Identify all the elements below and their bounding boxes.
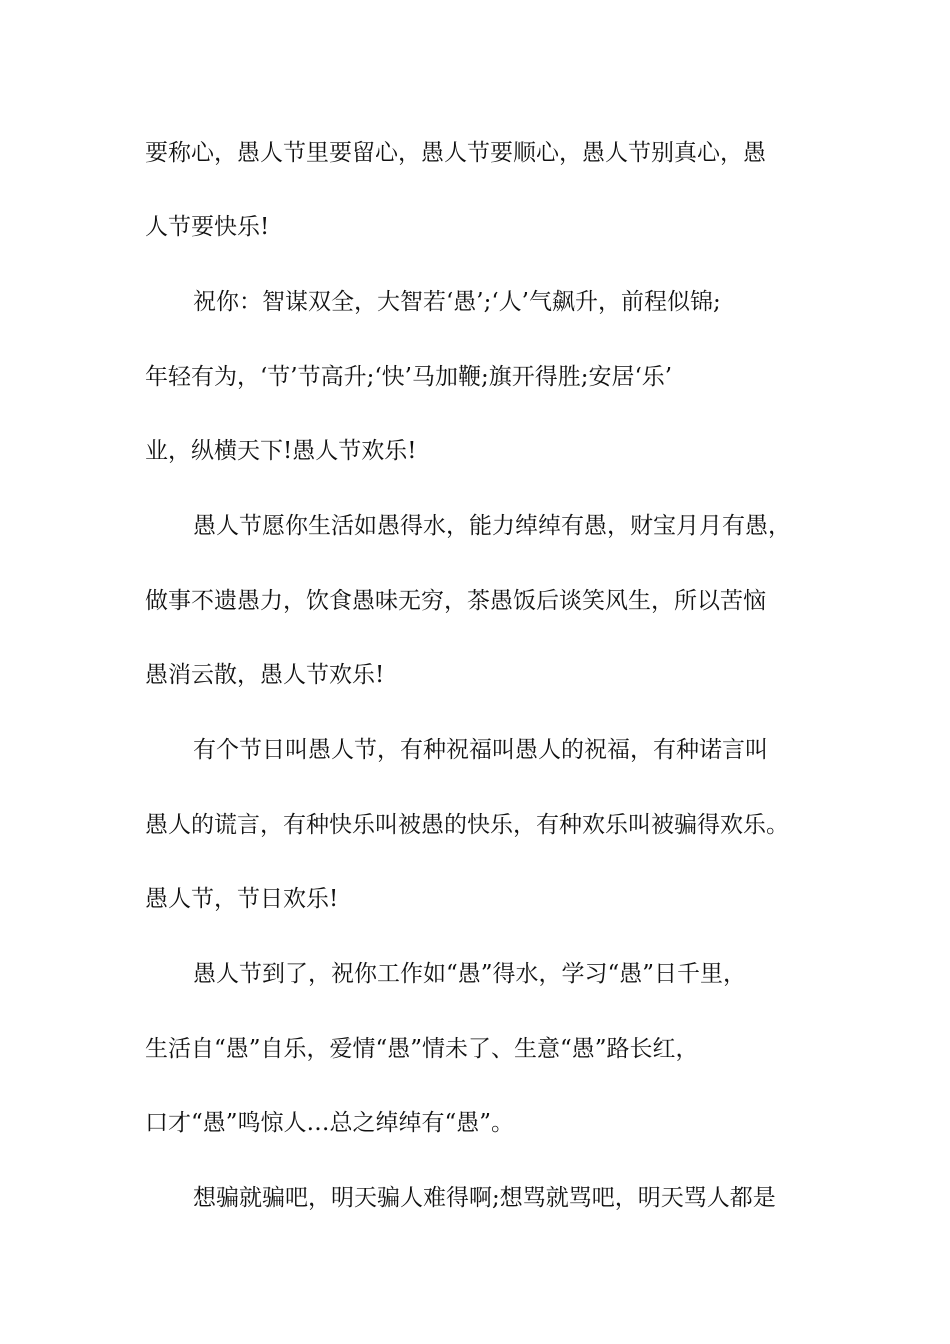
paragraph-start-line: 愚人节愿你生活如愚得水，能力绰绰有愚，财宝月月有愚， xyxy=(193,513,791,539)
text-line: 生活自“愚”自乐，爱情“愚”情未了、生意“愚”路长红， xyxy=(145,1036,699,1062)
text-line: 愚消云散，愚人节欢乐! xyxy=(145,662,385,688)
text-line: 口才“愚”鸣惊人…总之绰绰有“愚”。 xyxy=(145,1110,515,1136)
text-line: 业，纵横天下!愚人节欢乐! xyxy=(145,438,417,464)
paragraph-start-line: 有个节日叫愚人节，有种祝福叫愚人的祝福，有种诺言叫 xyxy=(193,737,768,763)
paragraph-start-line: 愚人节到了，祝你工作如“愚”得水，学习“愚”日千里， xyxy=(193,961,747,987)
text-line: 年轻有为，‘节’节高升;‘快’马加鞭;旗开得胜;安居‘乐’ xyxy=(145,364,673,390)
text-line: 要称心，愚人节里要留心，愚人节要顺心，愚人节别真心，愚 xyxy=(145,140,766,166)
paragraph-start-line: 祝你：智谋双全，大智若‘愚’;‘人’气飙升，前程似锦; xyxy=(193,289,721,315)
text-line: 愚人的谎言，有种快乐叫被愚的快乐，有种欢乐叫被骗得欢乐。 xyxy=(145,812,789,838)
text-line: 人节要快乐! xyxy=(145,214,270,240)
text-line: 做事不遗愚力，饮食愚味无穷，茶愚饭后谈笑风生，所以苦恼 xyxy=(145,588,766,614)
paragraph-start-line: 想骗就骗吧，明天骗人难得啊;想骂就骂吧，明天骂人都是 xyxy=(193,1185,776,1211)
text-line: 愚人节，节日欢乐! xyxy=(145,886,339,912)
